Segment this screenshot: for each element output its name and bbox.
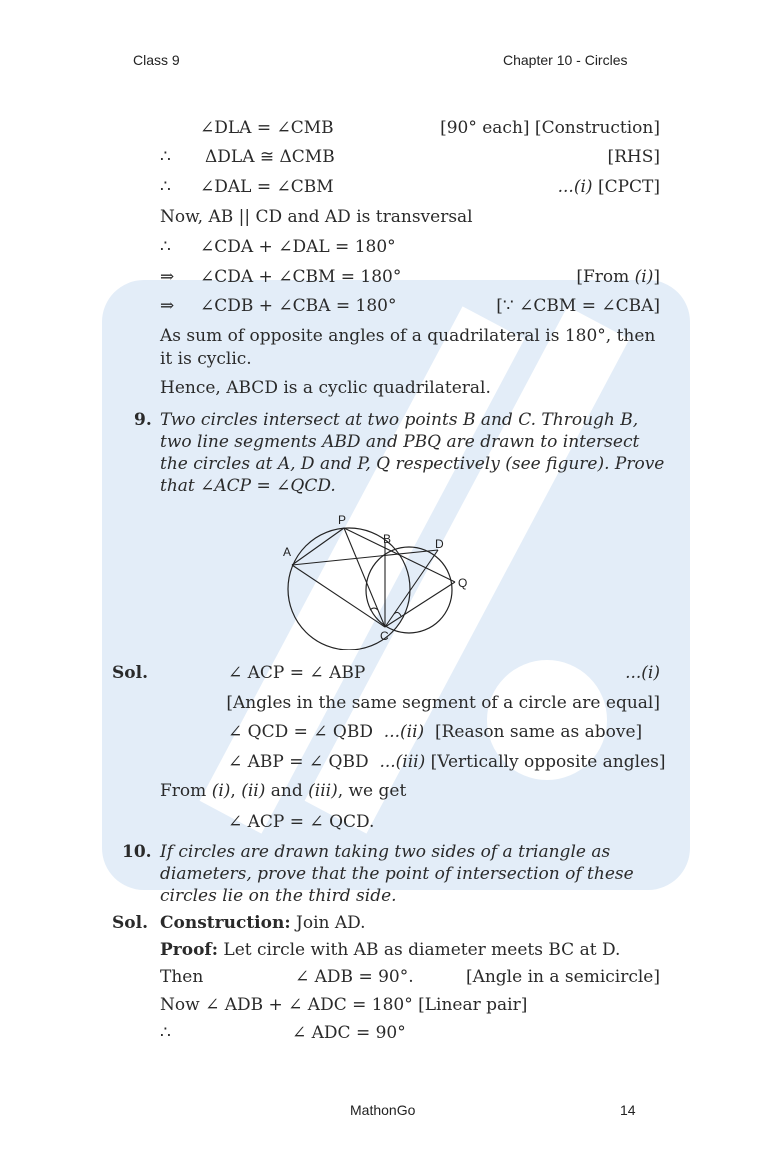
equation-ref: (i) <box>211 781 231 801</box>
proof-line-5-statement: ∠CDA + ∠DAL = 180° <box>200 237 396 257</box>
equation-ref: ...(ii) <box>383 722 425 742</box>
proof-conclusion: Hence, ABCD is a cyclic quadrilateral. <box>160 378 491 398</box>
header-chapter: Chapter 10 - Circles <box>503 52 628 68</box>
implies-symbol: ⇒ <box>160 296 175 316</box>
question-9-line-2: two line segments ABD and PBQ are drawn to intersect <box>160 432 640 452</box>
proof-line-8: As sum of opposite angles of a quadrilateral is 180°, then <box>160 326 656 346</box>
question-10-line-1: If circles are drawn taking two sides of a triangle as <box>160 842 611 862</box>
solution-9-reason-1: [Angles in the same segment of a circle are equal] <box>226 693 660 713</box>
equation-ref: ...(i) <box>625 663 660 683</box>
proof-text: Let circle with AB as diameter meets BC at D. <box>218 940 621 960</box>
proof-line-3-statement: ∠DAL = ∠CBM <box>200 177 334 197</box>
reason-text: [Vertically opposite angles] <box>430 752 666 772</box>
proof-line-4: Now, AB || CD and AD is transversal <box>160 207 473 227</box>
statement-text: ∠ QCD = ∠ QBD <box>228 722 373 742</box>
solution-10-then-reason: [Angle in a semicircle] <box>465 967 660 987</box>
reason-text: [From <box>576 267 635 287</box>
equation-ref: ...(i) <box>557 177 593 197</box>
proof-line-3-reason <box>558 177 660 197</box>
solution-9-combine <box>160 781 406 801</box>
text: , we get <box>337 781 407 801</box>
header-class: Class 9 <box>133 52 180 68</box>
text: and <box>265 781 309 801</box>
solution-10-then-statement: ∠ ADB = 90°. <box>295 967 414 987</box>
label-d: D <box>435 537 444 551</box>
solution-9-result: ∠ ACP = ∠ QCD. <box>228 812 375 832</box>
equation-ref: ...(iii) <box>379 752 426 772</box>
left-circle <box>288 528 410 650</box>
two-circles-figure <box>270 510 490 650</box>
solution-10-construction <box>160 913 366 933</box>
solution-9-statement-1: ∠ ACP = ∠ ABP <box>228 663 366 683</box>
proof-line-1-statement: ∠DLA = ∠CMB <box>200 118 334 138</box>
solution-10-proof <box>160 940 620 960</box>
page-number: 14 <box>620 1102 636 1118</box>
text: From <box>160 781 212 801</box>
text: , <box>230 781 242 801</box>
therefore-symbol: ∴ <box>160 177 171 197</box>
segment-ap <box>292 528 344 565</box>
proof-line-6-reason <box>576 267 660 287</box>
footer-brand: MathonGo <box>350 1102 416 1118</box>
construction-label: Construction: <box>160 913 291 933</box>
proof-label: Proof: <box>160 940 219 960</box>
proof-line-7-statement: ∠CDB + ∠CBA = 180° <box>200 296 397 316</box>
question-number-10: 10. <box>122 842 152 862</box>
segment-pc <box>344 528 385 627</box>
equation-ref: (i) <box>634 267 654 287</box>
segment-dc <box>385 550 438 627</box>
angle-mark-qcd <box>394 612 401 616</box>
question-9-line-4: that ∠ACP = ∠QCD. <box>160 476 336 496</box>
question-10-line-2: diameters, prove that the point of intersection of these <box>160 864 634 884</box>
implies-symbol: ⇒ <box>160 267 175 287</box>
solution-label-9: Sol. <box>112 663 148 683</box>
reason-text: [Reason same as above] <box>434 722 643 742</box>
solution-10-then: Then <box>160 967 204 987</box>
construction-text: Join AD. <box>290 913 366 933</box>
proof-line-9: it is cyclic. <box>160 349 252 369</box>
proof-line-2-reason: [RHS] <box>607 147 660 167</box>
proof-line-6-statement: ∠CDA + ∠CBM = 180° <box>200 267 402 287</box>
question-9-line-3: the circles at A, D and P, Q respectively (see figure). Prove <box>160 454 665 474</box>
proof-line-1-reason: [90° each] [Construction] <box>440 118 660 138</box>
solution-label-10: Sol. <box>112 913 148 933</box>
solution-10-last-statement: ∠ ADC = 90° <box>292 1023 406 1043</box>
question-9-line-1: Two circles intersect at two points B and C. Through B, <box>160 410 639 430</box>
proof-line-2-statement: ΔDLA ≅ ΔCMB <box>205 147 335 167</box>
equation-ref: (iii) <box>308 781 338 801</box>
label-q: Q <box>458 576 468 590</box>
solution-9-statement-2 <box>228 722 642 742</box>
label-b: B <box>383 532 392 546</box>
proof-line-7-reason: [∵ ∠CBM = ∠CBA] <box>496 296 660 316</box>
reason-text: [CPCT] <box>597 177 660 197</box>
label-p: P <box>338 513 347 527</box>
label-c: C <box>380 629 389 643</box>
question-10-line-3: circles lie on the third side. <box>160 886 397 906</box>
segment-qc <box>385 582 455 627</box>
segment-ac <box>292 565 385 627</box>
therefore-symbol: ∴ <box>160 1023 171 1043</box>
solution-9-statement-3 <box>228 752 666 772</box>
statement-text: ∠ ABP = ∠ QBD <box>228 752 369 772</box>
question-number-9: 9. <box>134 410 152 430</box>
label-a: A <box>283 545 292 559</box>
therefore-symbol: ∴ <box>160 147 171 167</box>
equation-ref: (ii) <box>241 781 266 801</box>
reason-text: ] <box>653 267 660 287</box>
solution-10-now: Now ∠ ADB + ∠ ADC = 180° [Linear pair] <box>160 995 528 1015</box>
therefore-symbol: ∴ <box>160 237 171 257</box>
